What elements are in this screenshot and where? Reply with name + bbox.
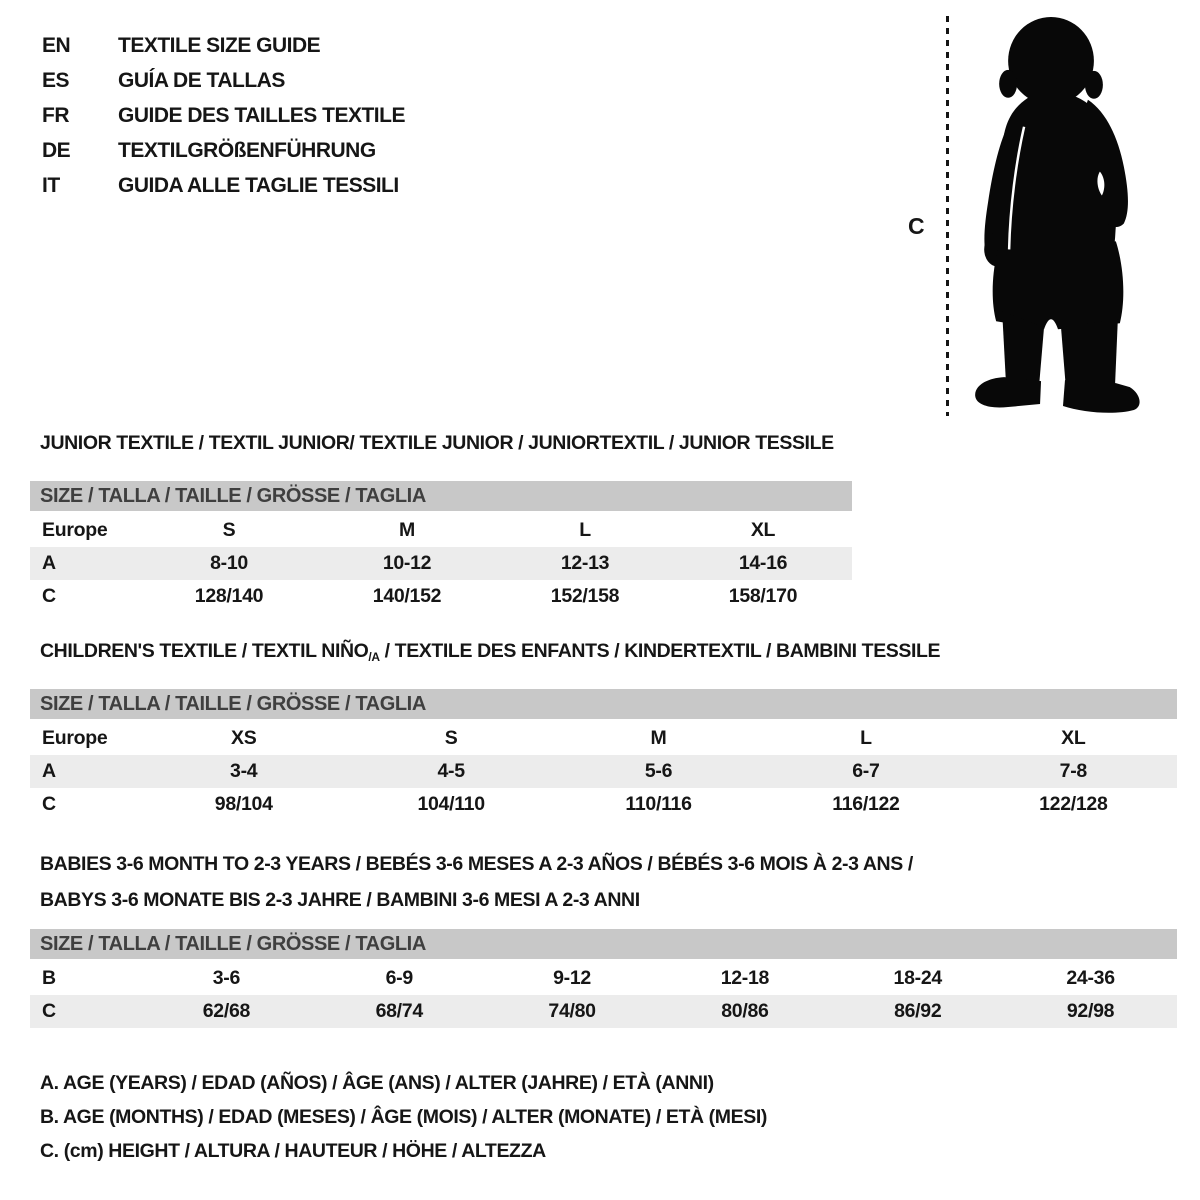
- cell: XL: [1061, 727, 1086, 749]
- cell: 3-6: [212, 967, 241, 989]
- row-label: A: [42, 760, 56, 782]
- measurement-legend: [40, 1066, 767, 1168]
- legend-line-b: B. AGE (MONTHS) / EDAD (MESES) / ÂGE (MOIS) / ALTER (MONATE) / ETÀ (MESI): [40, 1105, 767, 1128]
- height-measure-label: C: [908, 213, 925, 239]
- table-row: [30, 580, 852, 613]
- junior-size-header-bar: SIZE / TALLA / TAILLE / GRÖSSE / TAGLIA: [30, 481, 852, 511]
- cell: 3-4: [230, 760, 258, 782]
- junior-size-table: [30, 481, 852, 613]
- lang-title: GUÍA DE TALLAS: [118, 68, 285, 92]
- cell: 92/98: [1066, 1000, 1115, 1022]
- table-row: [30, 995, 1177, 1028]
- row-label: C: [42, 585, 56, 607]
- children-title-subscript: /A: [368, 650, 380, 664]
- cell: S: [444, 727, 458, 749]
- cell: S: [222, 519, 236, 541]
- cell: 12-13: [560, 552, 610, 574]
- children-size-header-bar: SIZE / TALLA / TAILLE / GRÖSSE / TAGLIA: [30, 689, 1177, 719]
- lang-title: GUIDE DES TAILLES TEXTILE: [118, 103, 405, 127]
- babies-size-header-bar: SIZE / TALLA / TAILLE / GRÖSSE / TAGLIA: [30, 929, 1177, 959]
- cell: XS: [230, 727, 257, 749]
- row-label: C: [42, 793, 56, 815]
- cell: 104/110: [417, 793, 485, 815]
- babies-size-table: [30, 929, 1177, 1028]
- lang-row-fr: [42, 98, 405, 133]
- legend-line-c: C. (cm) HEIGHT / ALTURA / HAUTEUR / HÖHE / ALTEZZA: [40, 1139, 546, 1162]
- cell: 12-18: [720, 967, 770, 989]
- children-title-part2: / TEXTILE DES ENFANTS / KINDERTEXTIL / BAMBINI TESSILE: [379, 640, 941, 662]
- lang-row-de: [42, 133, 405, 168]
- cell: L: [579, 519, 591, 541]
- lang-title: GUIDA ALLE TAGLIE TESSILI: [118, 173, 399, 197]
- table-row: [30, 755, 1177, 788]
- cell: 62/68: [202, 1000, 251, 1022]
- cell: 158/170: [728, 585, 798, 607]
- lang-code: DE: [42, 138, 71, 162]
- children-size-table: [30, 689, 1177, 821]
- cell: 98/104: [214, 793, 273, 815]
- cell: M: [650, 727, 667, 749]
- babies-title-line2: BABYS 3-6 MONATE BIS 2-3 JAHRE / BAMBINI 3-6 MESI A 2-3 ANNI: [40, 889, 640, 911]
- lang-title: TEXTILE SIZE GUIDE: [118, 33, 321, 57]
- cell: XL: [750, 519, 776, 541]
- cell: M: [399, 519, 415, 541]
- lang-code: IT: [42, 173, 60, 197]
- row-label: Europe: [42, 727, 108, 749]
- cell: 86/92: [894, 1000, 942, 1022]
- babies-title-line1: BABIES 3-6 MONTH TO 2-3 YEARS / BEBÉS 3-6 MESES A 2-3 AÑOS / BÉBÉS 3-6 MOIS À 2-3 ANS /: [40, 853, 913, 875]
- table-row: [30, 514, 852, 547]
- cell: 6-9: [385, 967, 413, 989]
- legend-line-a: A. AGE (YEARS) / EDAD (AÑOS) / ÂGE (ANS) / ALTER (JAHRE) / ETÀ (ANNI): [40, 1071, 714, 1094]
- cell: 116/122: [832, 793, 900, 815]
- cell: 7-8: [1059, 760, 1087, 782]
- cell: 8-10: [210, 552, 248, 574]
- row-label: A: [42, 552, 56, 574]
- height-measure-dashed-line: [946, 16, 949, 416]
- lang-title: TEXTILGRÖßENFÜHRUNG: [118, 138, 376, 162]
- table-row: [30, 788, 1177, 821]
- children-title-part1: CHILDREN'S TEXTILE / TEXTIL NIÑO: [40, 640, 369, 662]
- babies-section-title: [40, 846, 913, 918]
- cell: 9-12: [553, 967, 591, 989]
- cell: 5-6: [644, 760, 673, 782]
- lang-code: ES: [42, 68, 70, 92]
- cell: 6-7: [852, 760, 880, 782]
- table-row: [30, 962, 1177, 995]
- lang-code: EN: [42, 33, 71, 57]
- table-row: [30, 722, 1177, 755]
- cell: L: [860, 727, 872, 749]
- lang-row-it: [42, 168, 405, 203]
- cell: 4-5: [437, 760, 465, 782]
- cell: 140/152: [372, 585, 442, 607]
- cell: 122/128: [1039, 793, 1108, 815]
- junior-section-title: JUNIOR TEXTILE / TEXTIL JUNIOR/ TEXTILE JUNIOR / JUNIORTEXTIL / JUNIOR TESSILE: [40, 432, 834, 454]
- cell: 128/140: [194, 585, 264, 607]
- cell: 10-12: [382, 552, 432, 574]
- cell: 74/80: [548, 1000, 596, 1022]
- language-title-list: [42, 28, 405, 203]
- cell: 80/86: [721, 1000, 769, 1022]
- cell: 14-16: [738, 552, 788, 574]
- cell: 152/158: [550, 585, 620, 607]
- cell: 110/116: [625, 793, 692, 815]
- row-label: B: [42, 967, 56, 989]
- cell: 68/74: [375, 1000, 423, 1022]
- cell: 24-36: [1066, 967, 1115, 989]
- row-label: Europe: [42, 519, 108, 541]
- row-label: C: [42, 1000, 56, 1022]
- lang-row-en: [42, 28, 405, 63]
- children-section-title: [40, 640, 940, 664]
- cell: 18-24: [893, 967, 942, 989]
- lang-row-es: [42, 63, 405, 98]
- table-row: [30, 547, 852, 580]
- lang-code: FR: [42, 103, 69, 127]
- toddler-silhouette-image: [963, 12, 1155, 416]
